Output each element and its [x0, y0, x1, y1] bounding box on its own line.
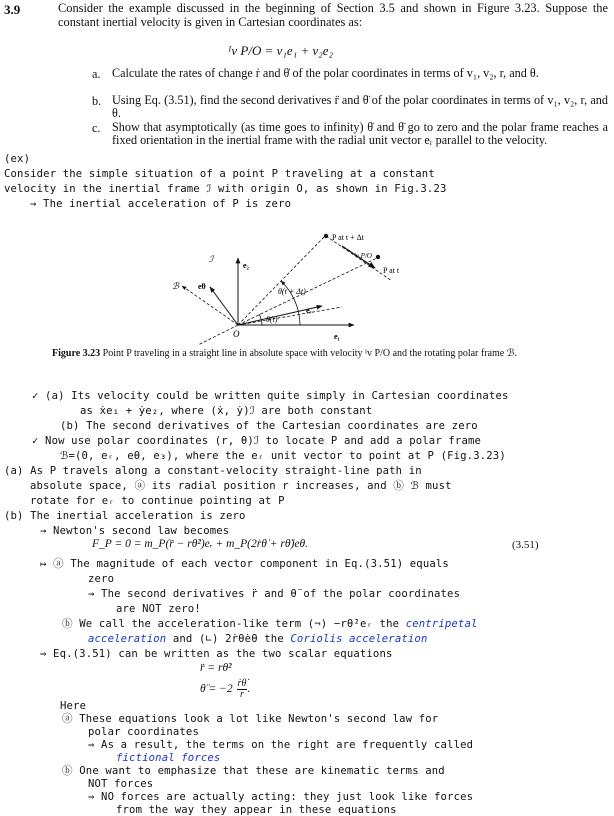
scalar-intro: ⇒ Eq.(3.51) can be written as the two scalar equations	[40, 648, 393, 660]
theta-eq-fraction	[237, 679, 248, 700]
note-a-line-1: ↦ ⓐ The magnitude of each vector component in Eq.(3.51) equals	[40, 558, 449, 570]
here-label: Here	[60, 700, 87, 712]
theta-eq-lhs: θ̈ = −2	[200, 683, 233, 696]
here-a-line-1: ⓐ These equations look a lot like Newton's second law for	[62, 713, 439, 725]
here-a-line-2: polar coordinates	[88, 726, 199, 738]
part-b-line-2: → Newton's second law becomes	[40, 525, 230, 537]
frame-b-dash-1	[182, 286, 238, 325]
scalar-equation-theta: θ̈ = −2 $\frac{\text{ṙθ̇}}{r}$ .	[200, 678, 251, 700]
frame-b-dash-2	[198, 325, 238, 345]
label-velocity: ᴵv P/O	[354, 252, 372, 260]
check-1-line-a: ✓ (a) Its velocity could be written quite simply in Cartesian coordinates	[32, 390, 509, 402]
problem-intro: Consider the example discussed in the beginning of Section 3.5 and shown in Figure 3.23. Suppose the constant inertial velocity is given in Cartesian coordinates as:	[58, 1, 608, 29]
note-line-2: velocity in the inertial frame ℐ with origin O, as shown in Fig.3.23	[4, 183, 447, 195]
note-a-line-4: are NOT zero!	[116, 603, 201, 615]
label-e1: e₁	[334, 332, 340, 341]
label-theta-now: θ(t)	[266, 315, 278, 324]
item-c-text: Show that asymptotically (as time goes to infinity) θ̇ and θ̈ go to zero and the polar frame reaches a fixed orientation in the inertial frame with the radial unit vector eᵣ parallel to the velocity.	[112, 120, 608, 148]
point-p-now	[376, 255, 380, 259]
label-origin: O	[233, 329, 240, 339]
note-line-3: → The inertial acceleration of P is zero	[30, 198, 292, 210]
here-a-line-3: ⇒ As a result, the terms on the right are frequently called	[88, 739, 474, 751]
scalar-equation-r: r̈ = rθ̇²	[200, 662, 232, 674]
caption-text: Point P traveling in a straight line in absolute space with velocity ᴵv P/O and the rotating polar frame ℬ.	[102, 348, 518, 359]
caption-label: Figure 3.23	[52, 348, 101, 359]
example-label: (ex)	[4, 153, 31, 165]
item-a-text: Calculate the rates of change ṙ and θ̇ of the polar coordinates in terms of v₁, v₂, r, and θ.	[112, 66, 539, 80]
frame-b-dash-3	[238, 307, 342, 325]
note-b-text: ⓑ We call the acceleration-like term (¬) −rθ̇²eᵣ the	[62, 618, 400, 630]
item-a-label: a.	[92, 67, 101, 81]
note-b-line-1	[62, 617, 478, 632]
theta-eq-denominator: r	[240, 689, 244, 700]
item-c-label: c.	[92, 121, 101, 135]
label-etheta: eθ	[198, 282, 206, 291]
point-p-later	[324, 234, 328, 238]
part-a-line-2: absolute space, ⓐ its radial position r increases, and ⓑ ℬ must	[30, 480, 452, 492]
here-b-line-1: ⓑ One want to emphasize that these are kinematic terms and	[62, 765, 445, 777]
newton-equation: F_P = 0 = m_P(r̈ − rθ̇²)eᵣ + m_P(2ṙθ̇ + rθ̈)eθ.	[92, 538, 308, 550]
label-theta-later: θ(t + Δt)	[278, 287, 306, 296]
label-p-later: P at t + Δt	[332, 233, 365, 242]
centripetal-term: centripetal	[405, 618, 478, 630]
part-a-line-1: (a) As P travels along a constant-velocity straight-line path in	[4, 465, 422, 477]
problem-number: 3.9	[4, 2, 21, 17]
item-b-text: Using Eq. (3.51), find the second derivatives r̈ and θ̈ of the polar coordinates in terms of v₁, v₂, r, and θ.	[112, 93, 608, 121]
part-a-line-3: rotate for eᵣ to continue pointing at P	[30, 495, 285, 507]
label-frame-i: ℐ	[209, 254, 214, 264]
figure-caption	[52, 348, 604, 360]
position-line-later	[238, 236, 325, 325]
check-2-line-b: ℬ=(0, eᵣ, eθ, e₃), where the eᵣ unit vector to point at P (Fig.3.23)	[60, 450, 506, 462]
here-b-line-3: ⇒ NO forces are actually acting: they just look like forces	[88, 791, 474, 803]
here-b-line-4: from the way they appear in these equations	[116, 804, 397, 816]
check-1-line-c: (b) The second derivatives of the Cartesian coordinates are zero	[60, 420, 478, 432]
note-b-mid: and (∟) 2ṙθ̇eθ the	[172, 633, 284, 645]
fictional-forces-term: fictional forces	[116, 752, 221, 764]
note-line-1: Consider the simple situation of a point P traveling at a constant	[4, 168, 435, 180]
newton-equation-number: (3.51)	[512, 539, 539, 551]
check-1-line-b: as ẋe₁ + ẏe₂, where (ẋ, ẏ)ℐ are both constant	[80, 405, 373, 417]
check-2-line-a: ✓ Now use polar coordinates (r, θ)ℐ to locate P and add a polar frame	[32, 435, 482, 447]
note-b-line-2	[88, 632, 427, 647]
etheta-vector	[210, 287, 238, 325]
acceleration-term: acceleration	[88, 633, 167, 645]
part-b-line-1: (b) The inertial acceleration is zero	[4, 510, 246, 522]
label-frame-b: ℬ	[172, 281, 180, 291]
note-a-line-2: zero	[88, 573, 115, 585]
note-a-line-3: → The second derivatives r̈ and θ̈ of the polar coordinates	[88, 588, 461, 600]
coriolis-term: Coriolis acceleration	[290, 633, 428, 645]
velocity-equation: ᴵv P/O = v₁e₁ + v₂e₂	[228, 43, 334, 58]
label-er: eᵣ	[306, 306, 312, 315]
label-e2: e₂	[243, 261, 249, 270]
here-b-line-2: NOT forces	[88, 778, 154, 790]
theta-eq-numerator: ṙθ̇	[237, 678, 247, 689]
item-b-label: b.	[92, 94, 102, 108]
label-p-now: P at t	[383, 266, 400, 275]
